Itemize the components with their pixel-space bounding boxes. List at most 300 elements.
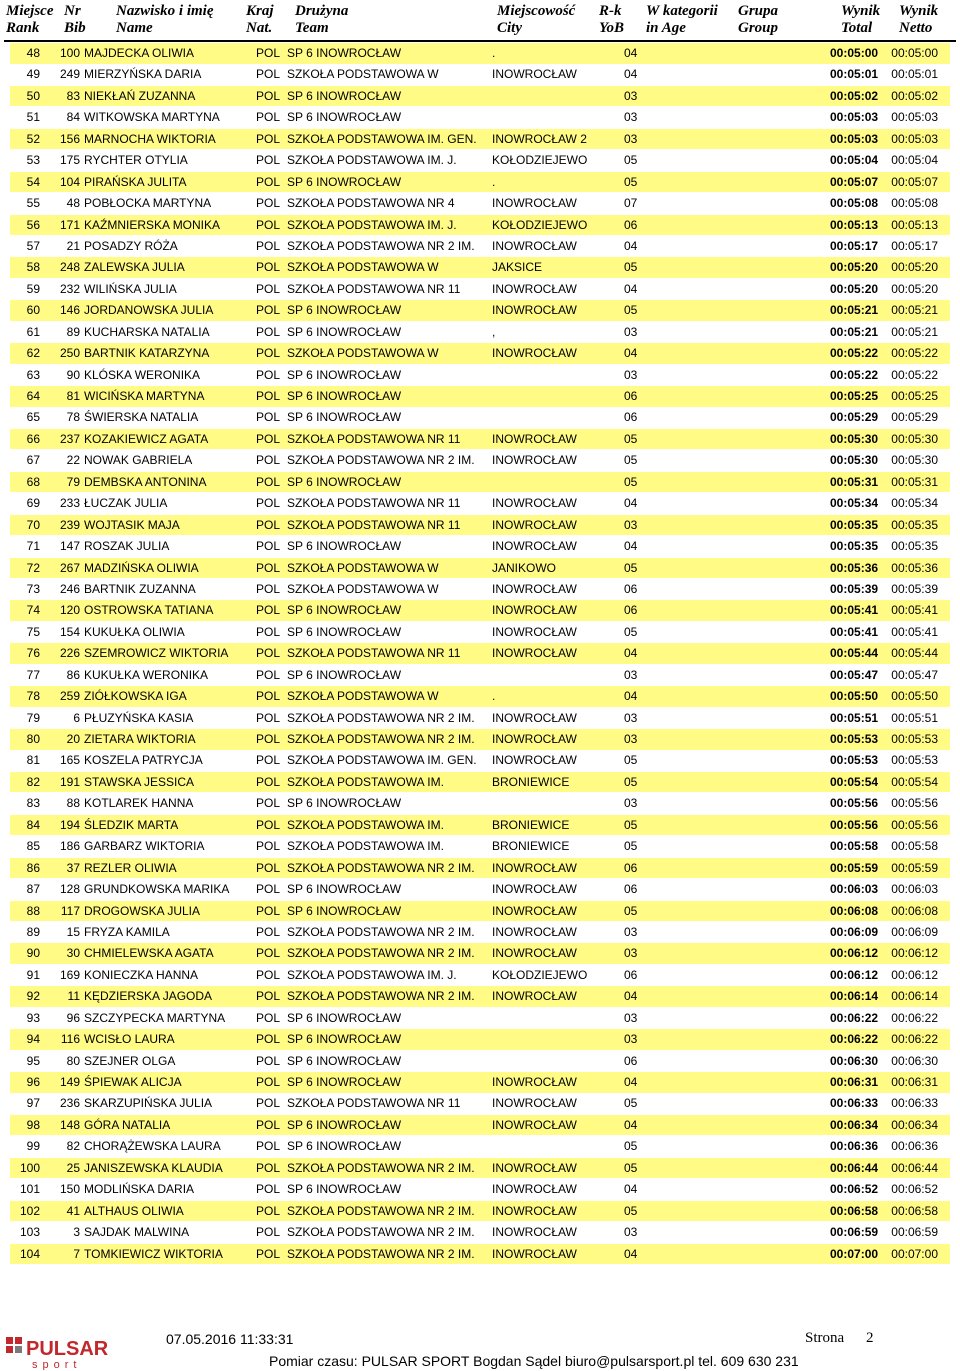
rank-cell: 92 — [26, 989, 40, 1004]
netto-time-cell: 00:06:31 — [891, 1075, 938, 1089]
nat-cell: POL — [256, 431, 281, 446]
nat-cell: POL — [256, 581, 281, 596]
netto-time-cell: 00:05:17 — [891, 238, 938, 253]
bib-cell: 86 — [66, 667, 80, 682]
nat-cell: POL — [256, 989, 281, 1004]
netto-time-cell: 00:05:59 — [891, 860, 938, 875]
netto-time-cell: 00:06:58 — [891, 1203, 938, 1218]
netto-time-cell: 00:05:22 — [891, 346, 938, 361]
bib-cell: 20 — [66, 732, 80, 746]
nat-cell: POL — [256, 946, 281, 961]
rank-cell: 57 — [26, 238, 40, 253]
city-cell: . — [492, 689, 496, 704]
yob-cell: 04 — [624, 689, 638, 704]
team-cell: SP 6 INOWROCŁAW — [287, 303, 402, 318]
nat-cell: POL — [256, 517, 281, 532]
city-cell: INOWROCŁAW — [492, 946, 577, 961]
yob-cell: 05 — [624, 1096, 638, 1111]
name-cell: KĘDZIERSKA JAGODA — [84, 989, 213, 1004]
yob-cell: 04 — [624, 1246, 638, 1261]
table-row — [10, 1222, 950, 1243]
table-row — [10, 750, 950, 771]
nat-cell: POL — [256, 1096, 281, 1111]
netto-time-cell: 00:06:09 — [891, 924, 938, 939]
rank-cell: 87 — [26, 882, 40, 897]
total-time-cell: 00:06:31 — [830, 1075, 879, 1089]
table-row — [10, 1136, 950, 1157]
yob-cell: 05 — [624, 817, 638, 832]
total-time-cell: 00:05:35 — [830, 517, 879, 532]
team-cell: SZKOŁA PODSTAWOWA NR 2 IM. — [287, 860, 475, 875]
nat-cell: POL — [256, 774, 281, 789]
city-cell: INOWROCŁAW — [492, 496, 577, 511]
city-cell: INOWROCŁAW — [492, 346, 577, 361]
city-cell: INOWROCŁAW — [492, 581, 577, 596]
team-cell: SZKOŁA PODSTAWOWA W — [287, 260, 439, 275]
rank-cell: 79 — [26, 710, 40, 725]
yob-cell: 07 — [624, 196, 638, 211]
table-row — [10, 322, 950, 343]
bib-cell: 149 — [59, 1075, 80, 1089]
bib-cell: 79 — [66, 474, 80, 489]
nat-cell: POL — [256, 924, 281, 939]
city-cell: BRONIEWICE — [492, 839, 570, 854]
name-cell: STAWSKA JESSICA — [84, 774, 195, 789]
table-row — [10, 1158, 950, 1179]
team-cell: SZKOŁA PODSTAWOWA NR 2 IM. — [287, 238, 475, 253]
netto-time-cell: 00:05:39 — [891, 581, 938, 596]
table-row — [10, 579, 950, 600]
bib-cell: 37 — [66, 860, 80, 875]
nat-cell: POL — [256, 174, 281, 189]
total-time-cell: 00:06:52 — [830, 1182, 879, 1197]
netto-time-cell: 00:06:14 — [891, 989, 938, 1004]
rank-cell: 53 — [26, 153, 40, 168]
city-cell: INOWROCŁAW — [492, 1096, 577, 1111]
table-row — [10, 515, 950, 536]
netto-time-cell: 00:06:44 — [891, 1160, 938, 1175]
team-cell: SZKOŁA PODSTAWOWA W — [287, 67, 439, 82]
bib-cell: 120 — [59, 603, 80, 618]
rank-cell: 78 — [26, 689, 40, 704]
yob-cell: 06 — [624, 581, 638, 596]
name-cell: POBŁOCKA MARTYNA — [84, 196, 212, 211]
city-cell: INOWROCŁAW — [492, 281, 577, 296]
city-cell: BRONIEWICE — [492, 817, 570, 832]
city-cell: . — [492, 46, 496, 60]
yob-cell: 04 — [624, 539, 638, 554]
name-cell: WOJTASIK MAJA — [84, 517, 180, 532]
rank-cell: 96 — [26, 1075, 40, 1089]
nat-cell: POL — [256, 324, 281, 339]
team-cell: SZKOŁA PODSTAWOWA NR 11 — [287, 517, 461, 532]
nat-cell: POL — [256, 238, 281, 253]
bib-cell: 175 — [59, 153, 80, 168]
netto-time-cell: 00:05:03 — [891, 110, 938, 125]
team-cell: SP 6 INOWROCŁAW — [287, 1182, 402, 1197]
bib-cell: 15 — [66, 924, 80, 939]
table-row — [10, 879, 950, 900]
table-row — [10, 64, 950, 85]
yob-cell: 05 — [624, 903, 638, 918]
rank-cell: 61 — [26, 324, 40, 339]
header-total: Wynik Total — [841, 3, 881, 36]
table-row — [10, 150, 950, 171]
nat-cell: POL — [256, 1246, 281, 1261]
nat-cell: POL — [256, 153, 281, 168]
team-cell: SP 6 INOWROCŁAW — [287, 110, 402, 125]
city-cell: INOWROCŁAW — [492, 67, 577, 82]
nat-cell: POL — [256, 667, 281, 682]
total-time-cell: 00:05:21 — [830, 303, 879, 318]
total-time-cell: 00:06:33 — [830, 1096, 879, 1111]
team-cell: SP 6 INOWROCŁAW — [287, 1139, 402, 1154]
name-cell: KUCHARSKA NATALIA — [84, 324, 210, 339]
yob-cell: 05 — [624, 839, 638, 854]
nat-cell: POL — [256, 367, 281, 382]
rank-cell: 55 — [26, 196, 40, 211]
name-cell: OSTROWSKA TATIANA — [84, 603, 214, 618]
bib-cell: 236 — [59, 1096, 80, 1111]
city-cell: INOWROCŁAW — [492, 1075, 577, 1089]
name-cell: MODLIŃSKA DARIA — [84, 1182, 195, 1197]
netto-time-cell: 00:05:30 — [891, 453, 938, 468]
table-row — [10, 386, 950, 407]
table-row — [10, 279, 950, 300]
netto-time-cell: 00:05:41 — [891, 603, 938, 618]
header-city: Miejscowość City — [497, 3, 576, 36]
total-time-cell: 00:05:20 — [830, 260, 879, 275]
city-cell: INOWROCŁAW — [492, 1225, 577, 1240]
bib-cell: 96 — [66, 1010, 80, 1025]
city-cell: INOWROCŁAW — [492, 732, 577, 746]
city-cell: INOWROCŁAW — [492, 238, 577, 253]
name-cell: RYCHTER OTYLIA — [84, 153, 188, 168]
rank-cell: 90 — [26, 946, 40, 961]
total-time-cell: 00:05:20 — [830, 281, 879, 296]
name-cell: BARTNIK ZUZANNA — [84, 581, 196, 596]
name-cell: NOWAK GABRIELA — [84, 453, 193, 468]
team-cell: SZKOŁA PODSTAWOWA NR 11 — [287, 431, 461, 446]
netto-time-cell: 00:06:30 — [891, 1053, 938, 1068]
city-cell: INOWROCŁAW — [492, 603, 577, 618]
yob-cell: 05 — [624, 431, 638, 446]
city-cell: INOWROCŁAW — [492, 1182, 577, 1197]
table-row — [10, 1244, 950, 1265]
total-time-cell: 00:05:08 — [830, 196, 879, 211]
rank-cell: 49 — [26, 67, 40, 82]
name-cell: POSADZY RÓŻA — [84, 238, 178, 253]
total-time-cell: 00:06:30 — [830, 1053, 879, 1068]
team-cell: SZKOŁA PODSTAWOWA IM. — [287, 817, 444, 832]
bib-cell: 81 — [66, 389, 80, 403]
table-row — [10, 193, 950, 214]
total-time-cell: 00:05:30 — [830, 453, 879, 468]
name-cell: MAJDECKA OLIWIA — [84, 46, 195, 60]
team-cell: SZKOŁA PODSTAWOWA NR 2 IM. — [287, 453, 475, 468]
netto-time-cell: 00:05:34 — [891, 496, 938, 511]
total-time-cell: 00:06:34 — [830, 1117, 879, 1132]
total-time-cell: 00:05:35 — [830, 539, 879, 554]
name-cell: REZLER OLIWIA — [84, 860, 177, 875]
city-cell: INOWROCŁAW — [492, 903, 577, 918]
yob-cell: 06 — [624, 860, 638, 875]
team-cell: SP 6 INOWROCŁAW — [287, 1053, 402, 1068]
yob-cell: 03 — [624, 732, 638, 746]
table-row — [10, 536, 950, 557]
total-time-cell: 00:05:53 — [830, 753, 879, 768]
nat-cell: POL — [256, 1225, 281, 1240]
yob-cell: 04 — [624, 989, 638, 1004]
rank-cell: 94 — [26, 1032, 40, 1047]
nat-cell: POL — [256, 967, 281, 982]
yob-cell: 05 — [624, 1139, 638, 1154]
name-cell: SZEJNER OLGA — [84, 1053, 176, 1068]
rank-cell: 64 — [26, 389, 40, 403]
yob-cell: 04 — [624, 496, 638, 511]
name-cell: TOMKIEWICZ WIKTORIA — [84, 1246, 223, 1261]
rank-cell: 48 — [26, 46, 40, 60]
total-time-cell: 00:06:36 — [830, 1139, 879, 1154]
name-cell: MIERZYŃSKA DARIA — [84, 67, 202, 82]
yob-cell: 05 — [624, 1203, 638, 1218]
bib-cell: 156 — [59, 131, 80, 146]
rank-cell: 95 — [26, 1053, 40, 1068]
yob-cell: 05 — [624, 1160, 638, 1175]
netto-time-cell: 00:05:07 — [891, 174, 938, 189]
nat-cell: POL — [256, 1010, 281, 1025]
netto-time-cell: 00:05:08 — [891, 196, 938, 211]
total-time-cell: 00:06:12 — [830, 946, 879, 961]
team-cell: SP 6 INOWROCŁAW — [287, 624, 402, 639]
bib-cell: 186 — [59, 839, 80, 854]
total-time-cell: 00:05:25 — [830, 389, 879, 403]
yob-cell: 04 — [624, 67, 638, 82]
table-row — [10, 215, 950, 236]
team-cell: SP 6 INOWROCŁAW — [287, 1117, 402, 1132]
name-cell: ZIETARA WIKTORIA — [84, 732, 196, 746]
table-row — [10, 708, 950, 729]
timing-credit: Pomiar czasu: PULSAR SPORT Bogdan Sądel biuro@pulsarsport.pl tel. 609 630 231 — [269, 1353, 799, 1369]
nat-cell: POL — [256, 1032, 281, 1047]
yob-cell: 03 — [624, 1225, 638, 1240]
yob-cell: 03 — [624, 1010, 638, 1025]
rank-cell: 98 — [26, 1117, 40, 1132]
total-time-cell: 00:05:07 — [830, 174, 879, 189]
city-cell: INOWROCŁAW — [492, 196, 577, 211]
bib-cell: 90 — [66, 367, 80, 382]
total-time-cell: 00:05:22 — [830, 367, 879, 382]
rank-cell: 83 — [26, 796, 40, 811]
netto-time-cell: 00:06:52 — [891, 1182, 938, 1197]
bib-cell: 84 — [66, 110, 80, 125]
bib-cell: 148 — [59, 1117, 80, 1132]
table-row — [10, 1029, 950, 1050]
yob-cell: 04 — [624, 346, 638, 361]
netto-time-cell: 00:06:08 — [891, 903, 938, 918]
city-cell: KOŁODZIEJEWO — [492, 967, 588, 982]
rank-cell: 97 — [26, 1096, 40, 1111]
city-cell: INOWROCŁAW — [492, 924, 577, 939]
nat-cell: POL — [256, 1203, 281, 1218]
rank-cell: 80 — [26, 732, 40, 746]
bib-cell: 83 — [66, 88, 80, 103]
city-cell: INOWROCŁAW — [492, 1160, 577, 1175]
netto-time-cell: 00:05:41 — [891, 624, 938, 639]
header-yob: R-k YoB — [599, 3, 625, 36]
total-time-cell: 00:05:47 — [830, 667, 879, 682]
total-time-cell: 00:06:59 — [830, 1225, 879, 1240]
table-row — [10, 129, 950, 150]
team-cell: SZKOŁA PODSTAWOWA NR 11 — [287, 1096, 461, 1111]
netto-time-cell: 00:05:50 — [891, 689, 938, 704]
table-row — [10, 772, 950, 793]
yob-cell: 03 — [624, 88, 638, 103]
yob-cell: 06 — [624, 1053, 638, 1068]
nat-cell: POL — [256, 796, 281, 811]
nat-cell: POL — [256, 260, 281, 275]
yob-cell: 03 — [624, 517, 638, 532]
yob-cell: 06 — [624, 389, 638, 403]
rank-cell: 81 — [26, 753, 40, 768]
netto-time-cell: 00:05:22 — [891, 367, 938, 382]
total-time-cell: 00:05:03 — [830, 110, 879, 125]
name-cell: KOSZELA PATRYCJA — [84, 753, 203, 768]
page-label: Strona — [805, 1330, 845, 1346]
nat-cell: POL — [256, 410, 281, 425]
yob-cell: 03 — [624, 1032, 638, 1047]
yob-cell: 05 — [624, 153, 638, 168]
nat-cell: POL — [256, 346, 281, 361]
yob-cell: 06 — [624, 967, 638, 982]
nat-cell: POL — [256, 539, 281, 554]
netto-time-cell: 00:07:00 — [891, 1246, 938, 1261]
team-cell: SP 6 INOWROCŁAW — [287, 474, 402, 489]
team-cell: SZKOŁA PODSTAWOWA NR 2 IM. — [287, 1225, 475, 1240]
bib-cell: 191 — [59, 774, 80, 789]
team-cell: SZKOŁA PODSTAWOWA NR 2 IM. — [287, 946, 475, 961]
table-row — [10, 107, 950, 128]
name-cell: KOTLAREK HANNA — [84, 796, 194, 811]
rank-cell: 56 — [26, 217, 40, 232]
table-row — [10, 450, 950, 471]
netto-time-cell: 00:05:51 — [891, 710, 938, 725]
netto-time-cell: 00:05:02 — [891, 88, 938, 103]
team-cell: SZKOŁA PODSTAWOWA IM. J. — [287, 967, 457, 982]
name-cell: DROGOWSKA JULIA — [84, 903, 201, 918]
netto-time-cell: 00:05:29 — [891, 410, 938, 425]
netto-time-cell: 00:05:56 — [891, 817, 938, 832]
bib-cell: 78 — [66, 410, 80, 425]
yob-cell: 05 — [624, 560, 638, 575]
nat-cell: POL — [256, 1053, 281, 1068]
name-cell: CHORĄŻEWSKA LAURA — [84, 1139, 221, 1154]
yob-cell: 04 — [624, 1075, 638, 1089]
bib-cell: 267 — [59, 560, 80, 575]
table-row — [10, 665, 950, 686]
table-row — [10, 965, 950, 986]
table-row — [10, 472, 950, 493]
rank-cell: 68 — [26, 474, 40, 489]
netto-time-cell: 00:05:44 — [891, 646, 938, 661]
name-cell: GRUNDKOWSKA MARIKA — [84, 882, 230, 897]
rank-cell: 50 — [26, 88, 40, 103]
table-row — [10, 622, 950, 643]
total-time-cell: 00:05:01 — [830, 67, 879, 82]
nat-cell: POL — [256, 882, 281, 897]
team-cell: SP 6 INOWROCŁAW — [287, 603, 402, 618]
team-cell: SZKOŁA PODSTAWOWA NR 2 IM. — [287, 732, 475, 746]
netto-time-cell: 00:05:47 — [891, 667, 938, 682]
page-footer — [0, 1320, 960, 1371]
netto-time-cell: 00:05:30 — [891, 431, 938, 446]
bib-cell: 248 — [59, 260, 80, 275]
bib-cell: 154 — [59, 624, 80, 639]
city-cell: INOWROCŁAW — [492, 303, 577, 318]
table-row — [10, 1093, 950, 1114]
bib-cell: 246 — [59, 581, 80, 596]
total-time-cell: 00:05:21 — [830, 324, 879, 339]
svg-text:sport: sport — [32, 1359, 82, 1370]
bib-cell: 41 — [66, 1203, 80, 1218]
rank-cell: 73 — [26, 581, 40, 596]
table-row — [10, 43, 950, 64]
table-row — [10, 365, 950, 386]
yob-cell: 05 — [624, 774, 638, 789]
total-time-cell: 00:05:30 — [830, 431, 879, 446]
name-cell: SZCZYPECKA MARTYNA — [84, 1010, 226, 1025]
nat-cell: POL — [256, 903, 281, 918]
team-cell: SZKOŁA PODSTAWOWA W — [287, 346, 439, 361]
total-time-cell: 00:06:08 — [830, 903, 879, 918]
netto-time-cell: 00:05:54 — [891, 774, 938, 789]
name-cell: SAJDAK MALWINA — [84, 1225, 190, 1240]
name-cell: ZALEWSKA JULIA — [84, 260, 185, 275]
nat-cell: POL — [256, 1075, 281, 1089]
nat-cell: POL — [256, 453, 281, 468]
name-cell: BARTNIK KATARZYNA — [84, 346, 210, 361]
netto-time-cell: 00:06:22 — [891, 1032, 938, 1047]
nat-cell: POL — [256, 732, 281, 746]
table-row — [10, 1072, 950, 1093]
netto-time-cell: 00:06:22 — [891, 1010, 938, 1025]
total-time-cell: 00:05:51 — [830, 710, 879, 725]
results-table — [10, 43, 950, 1265]
yob-cell: 04 — [624, 1117, 638, 1132]
bib-cell: 82 — [66, 1139, 80, 1154]
total-time-cell: 00:05:41 — [830, 603, 879, 618]
team-cell: SZKOŁA PODSTAWOWA IM. J. — [287, 153, 457, 168]
yob-cell: 05 — [624, 624, 638, 639]
header-group: Grupa Group — [738, 3, 779, 36]
bib-cell: 249 — [59, 67, 80, 82]
name-cell: ZIÓŁKOWSKA IGA — [84, 689, 187, 704]
nat-cell: POL — [256, 1139, 281, 1154]
city-cell: INOWROCŁAW — [492, 1246, 577, 1261]
city-cell: JANIKOWO — [492, 560, 557, 575]
pulsar-sport-logo — [4, 1334, 114, 1370]
name-cell: ŚPIEWAK ALICJA — [84, 1075, 182, 1089]
name-cell: PIRAŃSKA JULITA — [84, 174, 187, 189]
nat-cell: POL — [256, 1117, 281, 1132]
netto-time-cell: 00:06:34 — [891, 1117, 938, 1132]
city-cell: JAKSICE — [492, 260, 543, 275]
netto-time-cell: 00:05:25 — [891, 389, 938, 403]
team-cell: SZKOŁA PODSTAWOWA IM. — [287, 839, 444, 854]
header-category: W kategorii in Age — [646, 3, 718, 36]
rank-cell: 88 — [26, 903, 40, 918]
name-cell: JORDANOWSKA JULIA — [84, 303, 214, 318]
